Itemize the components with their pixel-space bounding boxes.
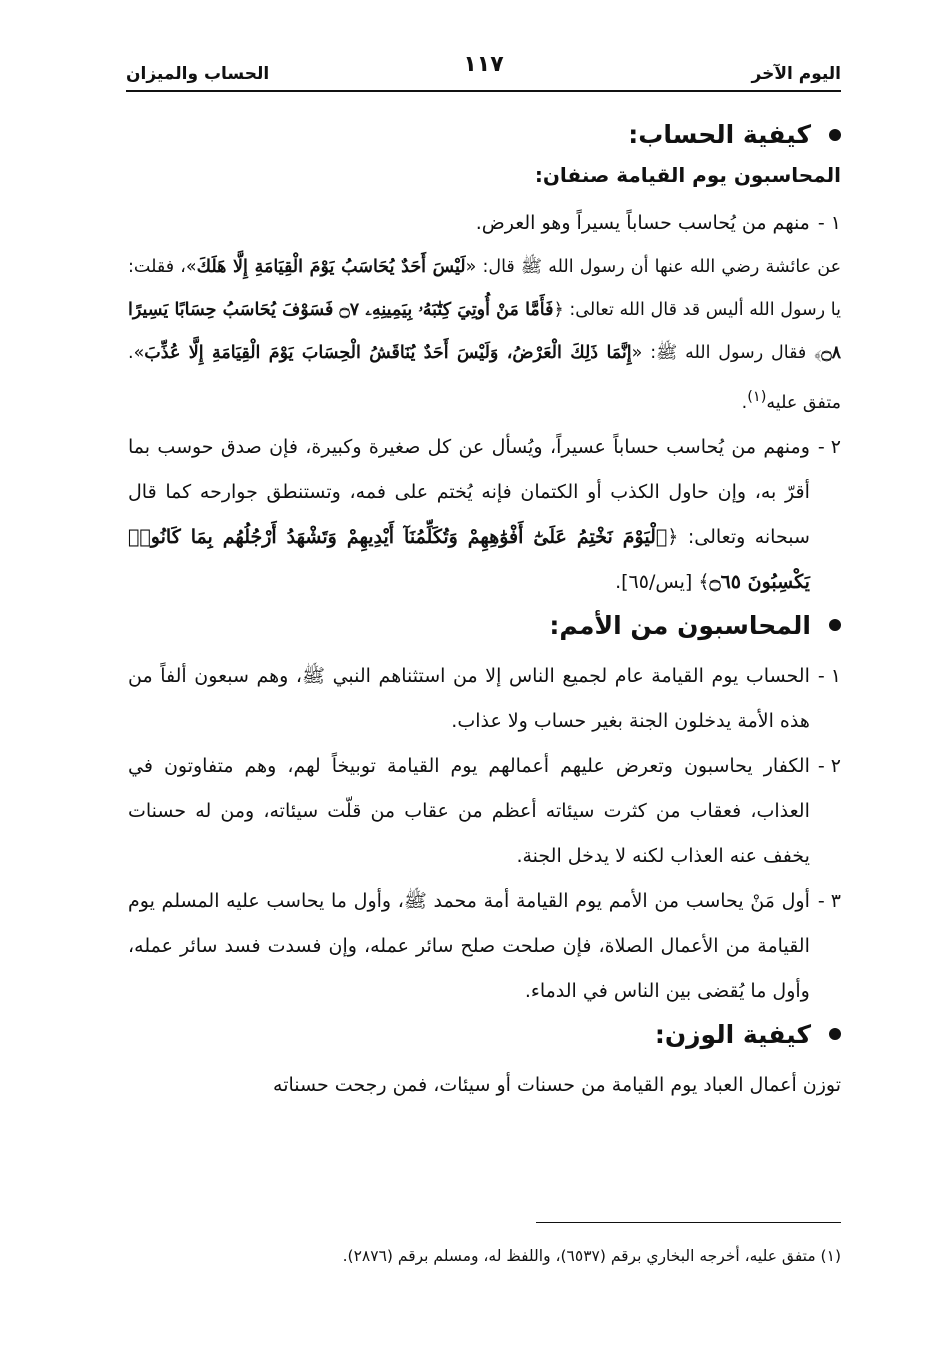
header-section-title: الحساب والميزان xyxy=(126,64,270,84)
section-heading-umam: المحاسبون من الأمم: xyxy=(128,611,841,640)
list-item: ١ - منهم من يُحاسب حساباً يسيراً وهو العرض. xyxy=(475,212,841,234)
bullet-icon xyxy=(829,1028,841,1040)
bullet-icon xyxy=(829,129,841,141)
footnote-divider xyxy=(536,1222,841,1223)
quran-verse: ٱلْيَوْمَ نَخْتِمُ عَلَىٰٓ أَفْوَٰهِهِمْ وَتُكَلِّمُنَآ أَيْدِيهِمْ وَتَشْهَدُ أَرْجُلُهُم بِمَا كَانُوا۟ يَكْسِبُونَ ۝٦٥ xyxy=(128,525,810,593)
page-number: ١١٧ xyxy=(463,52,504,77)
page-body xyxy=(128,120,841,1107)
footnote: (١) متفق عليه، أخرجه البخاري برقم (٦٥٣٧)، واللفظ له، ومسلم برقم (٢٨٧٦). xyxy=(342,1247,841,1265)
list-item: ١ - الحساب يوم القيامة عام لجميع الناس إلا من استثناهم النبي ﷺ، وهم سبعون ألفاً من هذه الأمة يدخلون الجنة بغير حساب ولا عذاب. xyxy=(128,664,841,732)
footnote-marker[interactable]: (١) xyxy=(747,388,767,405)
running-header xyxy=(126,52,841,92)
quran-verse: فَأَمَّا مَنْ أُوتِيَ كِتَٰبَهُۥ بِيَمِينِهِۦ ۝٧ فَسَوْفَ يُحَاسَبُ حِسَابًا يَسِيرًا ۝٨ xyxy=(128,300,841,363)
hadith-paragraph: عن عائشة رضي الله عنها أن رسول الله ﷺ قال: «لَيْسَ أَحَدٌ يُحَاسَبُ يَوْمَ الْقِيَامَةِ إِلَّا هَلَكَ»، فقلت: يا رسول الله أليس قد قال الله تعالى: ﴿فَأَمَّا مَنْ أُوتِيَ كِتَٰبَهُۥ بِيَمِينِهِۦ ۝٧ فَسَوْفَ يُحَاسَبُ حِسَابًا يَسِيرًا ۝٨﴾ فقال رسول الله ﷺ: «إِنَّمَا ذَلِكَ الْعَرْضُ، وَلَيْسَ أَحَدٌ يُنَاقَشُ الْحِسَابَ يَوْمَ الْقِيَامَةِ إِلَّا عُذِّبَ». متفق عليه$^{(١)}$. xyxy=(128,257,842,413)
subheading-muhasabun: المحاسبون يوم القيامة صنفان: xyxy=(534,163,841,187)
list-item: ٢ - ومنهم من يُحاسب حساباً عسيراً، ويُسأل عن كل صغيرة وكبيرة، فإن صدق حوسب بما أقرّ به، وإن حاول الكذب أو الكتمان فإنه يُختم على فمه، وتستنطق جوارحه كما قال سبحانه وتعالى: ﴿ٱلْيَوْمَ نَخْتِمُ عَلَىٰٓ أَفْوَٰهِهِمْ وَتُكَلِّمُنَآ أَيْدِيهِمْ وَتَشْهَدُ أَرْجُلُهُم بِمَا كَانُوا۟ يَكْسِبُونَ ۝٦٥﴾ [يس/٦٥]. xyxy=(128,435,841,593)
section-heading-hisab: كيفية الحساب: xyxy=(128,120,841,149)
hadith-quote: لَيْسَ أَحَدٌ يُحَاسَبُ يَوْمَ الْقِيَامَةِ إِلَّا هَلَكَ xyxy=(196,257,466,277)
bullet-icon xyxy=(829,619,841,631)
list-item: ٣ - أول مَنْ يحاسب من الأمم يوم القيامة أمة محمد ﷺ، وأول ما يحاسب عليه المسلم يوم القيامة من الأعمال الصلاة، فإن صلحت صلح سائر عمله، وإن فسدت فسد سائر عمله، وأول ما يُقضى بين الناس في الدماء. xyxy=(128,889,841,1002)
section-heading-wazn: كيفية الوزن: xyxy=(128,1020,841,1049)
header-chapter-title: اليوم الآخر xyxy=(751,64,841,84)
body-paragraph: توزن أعمال العباد يوم القيامة من حسنات أو سيئات، فمن رجحت حسناته xyxy=(273,1073,841,1096)
hadith-quote: إِنَّمَا ذَلِكَ الْعَرْضُ، وَلَيْسَ أَحَدٌ يُنَاقَشُ الْحِسَابَ يَوْمَ الْقِيَامَةِ إِلَّا عُذِّبَ xyxy=(144,343,632,363)
list-item: ٢ - الكفار يحاسبون وتعرض عليهم أعمالهم يوم القيامة توبيخاً لهم، وهم متفاوتون في العذاب، فعقاب من كثرت سيئاته أعظم من عقاب من قلّت سيئاته، ومن له حسنات يخفف عنه العذاب لكنه لا يدخل الجنة. xyxy=(128,754,841,867)
